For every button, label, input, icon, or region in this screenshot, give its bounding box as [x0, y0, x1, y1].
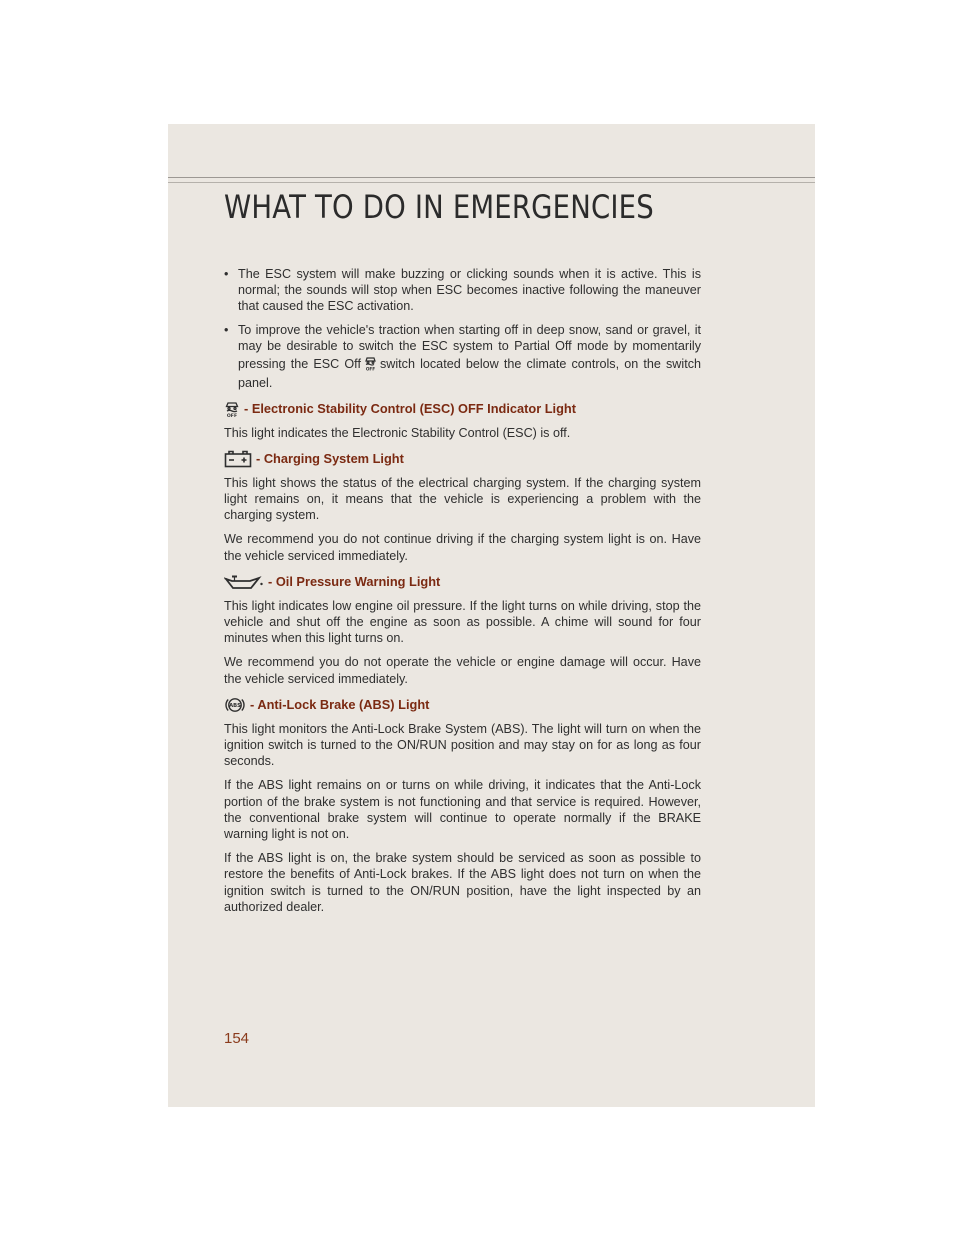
bullet-text: The ESC system will make buzzing or clicking sounds when it is active. This is normal; the sounds will stop when ESC becomes inactive following the maneuver that caused the ESC activation.	[238, 267, 701, 314]
section-heading-esc-off	[224, 399, 701, 419]
esc-off-icon-label: OFF	[365, 366, 376, 371]
esc-off-icon	[364, 355, 377, 375]
bullet-text: To improve the vehicle's traction when starting off in deep snow, sand or gravel, it may be desirable to switch the ESC system to Partial Off mode by momentarily pressing the ESC Off	[238, 323, 701, 371]
section-heading-text: - Anti-Lock Brake (ABS) Light	[250, 696, 430, 712]
bullet-item	[224, 322, 701, 391]
header-rule	[168, 177, 815, 178]
section-heading-oil-pressure	[224, 572, 701, 592]
abs-icon	[224, 696, 246, 714]
section-heading-text: - Oil Pressure Warning Light	[268, 573, 441, 589]
section-heading-abs	[224, 695, 701, 715]
section-paragraph: This light indicates low engine oil pressure. If the light turns on while driving, stop the vehicle and shut off the engine as soon as possible. A chime will sound for four minutes when this light turns on.	[224, 598, 701, 646]
section-heading-text: - Charging System Light	[256, 450, 404, 466]
content-column	[224, 266, 701, 923]
esc-off-icon	[224, 400, 240, 418]
bullet-item	[224, 266, 701, 315]
section-paragraph: If the ABS light is on, the brake system should be serviced as soon as possible to restore the benefits of Anti-Lock brakes. If the ABS light does not turn on when the ignition switch is turned to the ON/RUN position, have the light inspected by an authorized dealer.	[224, 851, 701, 914]
section-heading-charging	[224, 449, 701, 469]
page-number: 154	[224, 1030, 250, 1047]
section-paragraph: This light monitors the Anti-Lock Brake System (ABS). The light will turn on when the ignition switch is turned to the ON/RUN position and may stay on for as long as four seconds.	[224, 721, 701, 769]
battery-icon	[224, 450, 252, 468]
section-paragraph: This light shows the status of the electrical charging system. If the charging system light remains on, it means that the vehicle is experiencing a problem with the charging system.	[224, 475, 701, 523]
header-rule-lower	[168, 182, 815, 183]
bullet-dot: •	[224, 323, 229, 338]
esc-off-icon-label: OFF	[226, 413, 238, 418]
section-heading-text: - Electronic Stability Control (ESC) OFF Indicator Light	[244, 400, 577, 416]
section-paragraph: We recommend you do not operate the vehicle or engine damage will occur. Have the vehicle serviced immediately.	[224, 655, 701, 686]
abs-icon-label: ABS	[229, 702, 241, 709]
oil-can-icon	[224, 573, 264, 591]
chapter-title: WHAT TO DO IN EMERGENCIES	[224, 188, 654, 226]
section-paragraph: This light indicates the Electronic Stability Control (ESC) is off.	[224, 425, 571, 440]
manual-page	[168, 124, 815, 1107]
bullet-dot: •	[224, 267, 229, 281]
section-paragraph: If the ABS light remains on or turns on while driving, it indicates that the Anti-Lock portion of the brake system is not functioning and that service is required. However, the conventional brake system will continue to operate normally if the BRAKE warning light is not on.	[224, 778, 701, 842]
section-paragraph: We recommend you do not continue driving if the charging system light is on. Have the vehicle serviced immediately.	[224, 532, 701, 563]
bullet-text-continued: switch located below the climate controls, on the switch panel.	[238, 356, 701, 390]
